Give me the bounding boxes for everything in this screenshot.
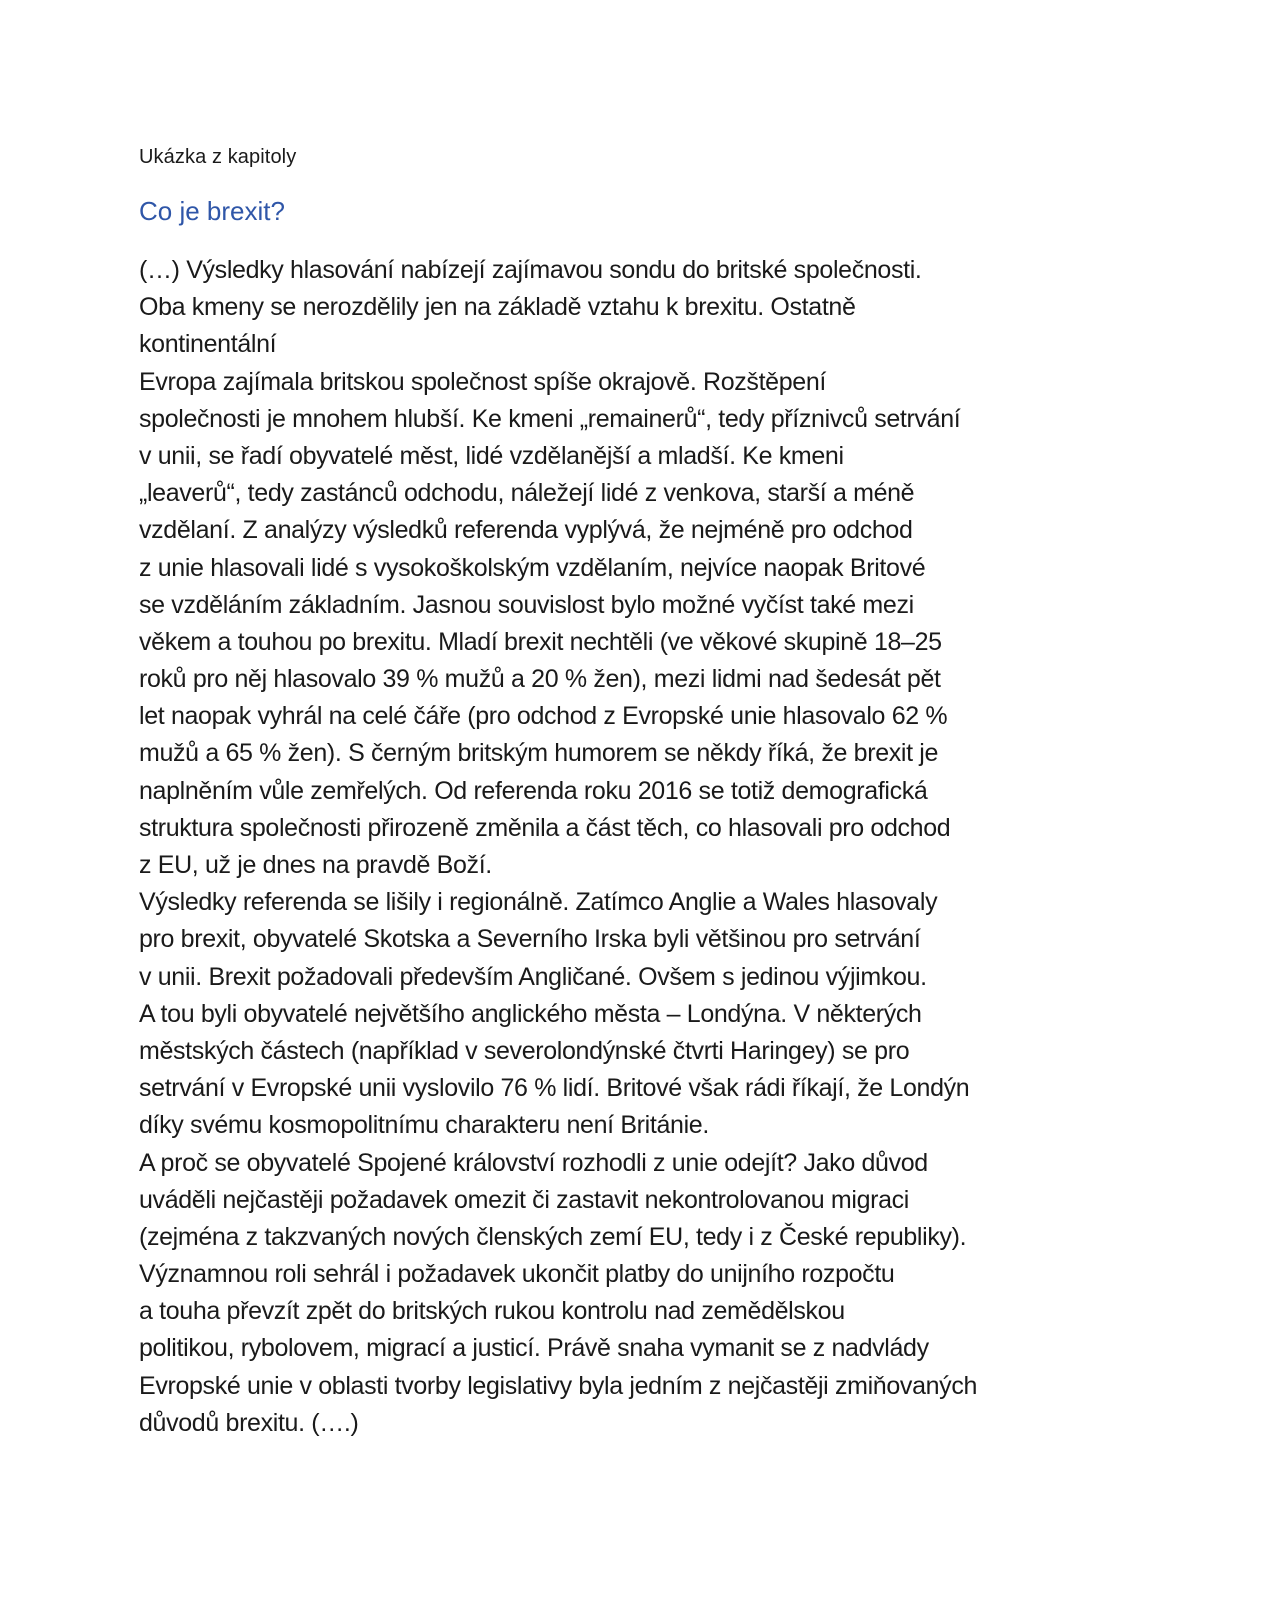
text-line: v unii, se řadí obyvatelé měst, lidé vzdělanější a mladší. Ke kmeni [139, 441, 844, 470]
text-line: důvodů brexitu. (….) [139, 1408, 359, 1437]
text-line: díky svému kosmopolitnímu charakteru není Británie. [139, 1111, 709, 1140]
text-line: Významnou roli sehrál i požadavek ukončit platby do unijního rozpočtu [139, 1260, 895, 1289]
text-line: roků pro něj hlasovalo 39 % mužů a 20 % žen), mezi lidmi nad šedesát pět [139, 665, 941, 694]
text-line: A tou byli obyvatelé největšího anglického města – Londýna. V některých [139, 999, 922, 1028]
text-line: v unii. Brexit požadovali především Angličané. Ovšem s jedinou výjimkou. [139, 962, 927, 991]
text-line: věkem a touhou po brexitu. Mladí brexit nechtěli (ve věkové skupině 18–25 [139, 627, 942, 656]
text-line: mužů a 65 % žen). S černým britským humorem se někdy říká, že brexit je [139, 739, 939, 768]
body-text [139, 252, 1139, 1442]
text-line: Evropa zajímala britskou společnost spíše okrajově. Rozštěpení [139, 367, 826, 396]
text-line: vzdělaní. Z analýzy výsledků referenda vyplývá, že nejméně pro odchod [139, 516, 913, 545]
text-line: politikou, rybolovem, migrací a justicí. Právě snaha vymanit se z nadvlády [139, 1334, 929, 1363]
text-line: společnosti je mnohem hlubší. Ke kmeni „remainerů“, tedy příznivců setrvání [139, 404, 961, 433]
text-line: kontinentální [139, 330, 277, 359]
text-line: Oba kmeny se nerozdělily jen na základě vztahu k brexitu. Ostatně [139, 293, 856, 322]
text-line: struktura společnosti přirozeně změnila a část těch, co hlasovali pro odchod [139, 813, 951, 842]
chapter-excerpt-label: Ukázka z kapitoly [139, 146, 297, 168]
text-line: Výsledky referenda se lišily i regionálně. Zatímco Anglie a Wales hlasovaly [139, 888, 938, 917]
text-line: z unie hlasovali lidé s vysokoškolským vzdělaním, nejvíce naopak Britové [139, 553, 926, 582]
text-line: a touha převzít zpět do britských rukou kontrolu nad zemědělskou [139, 1297, 845, 1326]
text-line: let naopak vyhrál na celé čáře (pro odchod z Evropské unie hlasovalo 62 % [139, 702, 948, 731]
text-line: z EU, už je dnes na pravdě Boží. [139, 851, 492, 879]
text-line: (…) Výsledky hlasování nabízejí zajímavou sondu do britské společnosti. [139, 256, 922, 284]
text-line: (zejména z takzvaných nových členských zemí EU, tedy i z České republiky). [139, 1222, 967, 1251]
text-line: A proč se obyvatelé Spojené království rozhodli z unie odejít? Jako důvod [139, 1148, 928, 1177]
text-line: uváděli nejčastěji požadavek omezit či zastavit nekontrolovanou migraci [139, 1185, 910, 1214]
section-heading: Co je brexit? [139, 196, 285, 226]
text-line: Evropské unie v oblasti tvorby legislativy byla jedním z nejčastěji zmiňovaných [139, 1371, 978, 1400]
text-line: naplněním vůle zemřelých. Od referenda roku 2016 se totiž demografická [139, 776, 928, 805]
text-line: městských částech (například v severolondýnské čtvrti Haringey) se pro [139, 1036, 910, 1065]
text-line: pro brexit, obyvatelé Skotska a Severního Irska byli většinou pro setrvání [139, 925, 921, 954]
text-line: „leaverů“, tedy zastánců odchodu, náležejí lidé z venkova, starší a méně [139, 479, 915, 508]
text-line: se vzděláním základním. Jasnou souvislost bylo možné vyčíst také mezi [139, 590, 914, 619]
text-line: setrvání v Evropské unii vyslovilo 76 % lidí. Britové však rádi říkají, že Londýn [139, 1074, 970, 1103]
